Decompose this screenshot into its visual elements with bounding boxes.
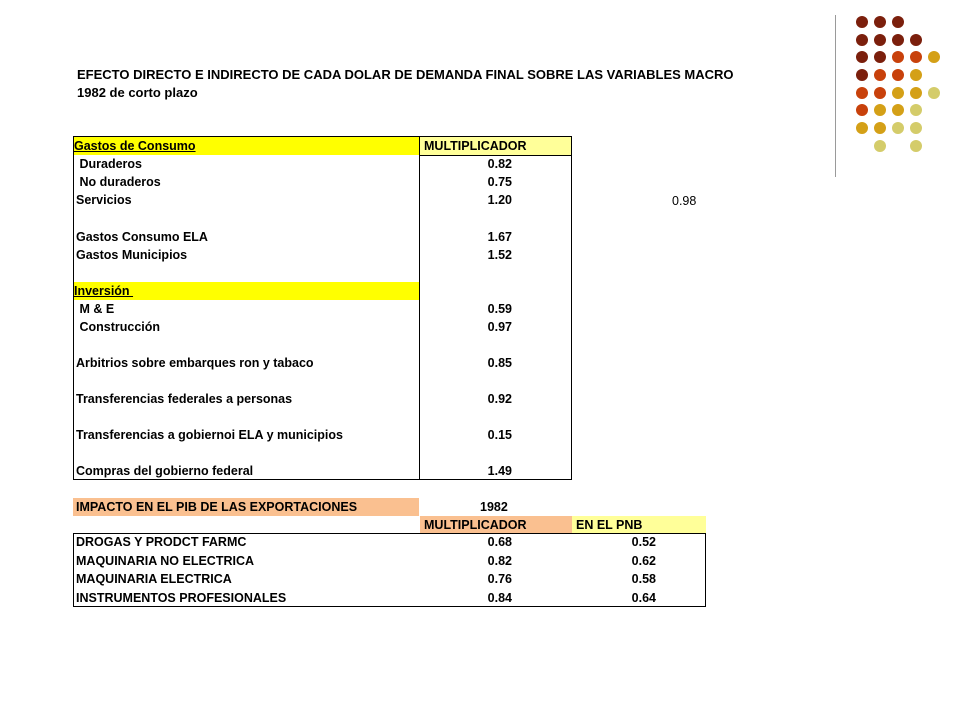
dot — [856, 69, 868, 81]
export-row-multiplier: 0.68 — [487, 535, 512, 549]
dot — [892, 122, 904, 134]
row-value: 0.15 — [487, 428, 512, 442]
row-value: 0.85 — [487, 356, 512, 370]
dot — [856, 34, 868, 46]
row-value: 1.52 — [487, 248, 512, 262]
dot — [856, 51, 868, 63]
stray-value: 0.98 — [672, 194, 697, 208]
header-gastos-consumo: Gastos de Consumo — [74, 137, 419, 155]
row-label: M & E — [76, 302, 115, 316]
dot — [856, 16, 868, 28]
row-label: Duraderos — [76, 157, 142, 171]
dot — [856, 104, 868, 116]
dot — [874, 122, 886, 134]
row-label: Gastos Municipios — [76, 248, 188, 262]
dot — [910, 51, 922, 63]
row-value: 1.20 — [487, 193, 512, 207]
dot — [874, 16, 886, 28]
header-inversion: Inversión — [74, 282, 419, 300]
title-line-2: 1982 de corto plazo — [77, 85, 198, 100]
dot — [892, 16, 904, 28]
row-label: Arbitrios sobre embarques ron y tabaco — [76, 356, 314, 370]
header-multiplicador-border — [419, 136, 572, 156]
dot — [874, 51, 886, 63]
export-row-pnb: 0.58 — [631, 572, 656, 586]
dot — [874, 140, 886, 152]
dot — [874, 104, 886, 116]
decorative-divider — [835, 15, 836, 177]
dot — [856, 87, 868, 99]
export-row-multiplier: 0.82 — [487, 554, 512, 568]
row-label: Gastos Consumo ELA — [76, 230, 208, 244]
export-row-pnb: 0.52 — [631, 535, 656, 549]
row-label: Transferencias federales a personas — [76, 392, 293, 406]
dot — [856, 122, 868, 134]
export-row-multiplier: 0.76 — [487, 572, 512, 586]
dot — [910, 34, 922, 46]
header-en-el-pnb: EN EL PNB — [572, 516, 706, 534]
row-label: Transferencias a gobiernoi ELA y municipios — [76, 428, 343, 442]
row-label: Compras del gobierno federal — [76, 464, 254, 478]
row-value: 0.59 — [487, 302, 512, 316]
dot — [892, 34, 904, 46]
row-value — [420, 282, 512, 300]
page-title — [77, 66, 734, 102]
row-label: Servicios — [76, 193, 132, 207]
export-row-pnb: 0.62 — [631, 554, 656, 568]
export-row-multiplier: 0.84 — [487, 591, 512, 605]
dot — [892, 104, 904, 116]
export-row-label: INSTRUMENTOS PROFESIONALES — [76, 591, 287, 605]
header-multiplicador: MULTIPLICADOR — [420, 137, 571, 155]
dot — [874, 69, 886, 81]
dot — [910, 140, 922, 152]
exports-year: 1982 — [480, 500, 508, 514]
row-label: No duraderos — [76, 175, 161, 189]
dot — [874, 34, 886, 46]
dot — [910, 69, 922, 81]
row-value: 1.67 — [487, 230, 512, 244]
export-row-label: MAQUINARIA ELECTRICA — [76, 572, 232, 586]
title-line-1: EFECTO DIRECTO E INDIRECTO DE CADA DOLAR DE DEMANDA FINAL SOBRE LAS VARIABLES MACRO — [77, 67, 734, 82]
dot — [892, 51, 904, 63]
export-row-label: MAQUINARIA NO ELECTRICA — [76, 554, 255, 568]
dot — [910, 104, 922, 116]
row-value: 0.97 — [487, 320, 512, 334]
row-value: 0.75 — [487, 175, 512, 189]
row-value: 0.92 — [487, 392, 512, 406]
dot — [928, 51, 940, 63]
row-value: 0.82 — [487, 157, 512, 171]
row-value: 1.49 — [487, 464, 512, 478]
dot — [874, 87, 886, 99]
dot — [910, 122, 922, 134]
export-row-label: DROGAS Y PRODCT FARMC — [76, 535, 247, 549]
export-row-pnb: 0.64 — [631, 591, 656, 605]
row-label: Construcción — [76, 320, 161, 334]
header-multiplicador-2: MULTIPLICADOR — [420, 516, 572, 534]
dot — [928, 87, 940, 99]
dot — [892, 69, 904, 81]
dot — [910, 87, 922, 99]
dot — [892, 87, 904, 99]
exports-impact-title: IMPACTO EN EL PIB DE LAS EXPORTACIONES — [73, 498, 419, 516]
